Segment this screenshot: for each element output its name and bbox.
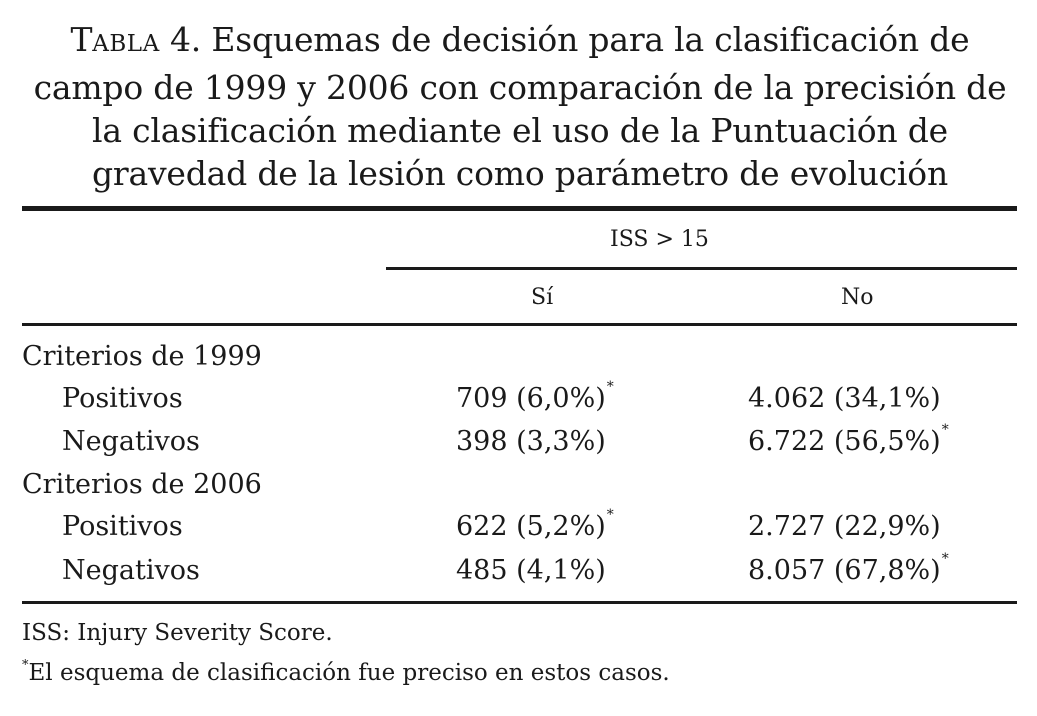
group-header-rule: [386, 267, 1017, 270]
caption-label-initial: T: [70, 20, 93, 59]
cell-si-negativos-2006: [456, 555, 607, 586]
section-label-1999: Criterios de 1999: [22, 341, 262, 372]
row-label-negativos-2006: Negativos: [62, 555, 200, 586]
cell-value: 622 (5,2%): [456, 511, 606, 542]
group-header-iss: ISS > 15: [610, 227, 709, 252]
caption-text: Esquemas de decisión para la clasificación de campo de 1999 y 2006 con comparación de la precisión de la clasificación mediante el uso de la Puntuación de gravedad de la lesión como parámetro de evolución: [33, 20, 1007, 193]
footnote-marker: *: [606, 507, 614, 523]
cell-no-positivos-1999: [748, 383, 942, 414]
cell-si-positivos-2006: [456, 507, 614, 542]
footnote-abbreviation: ISS: Injury Severity Score.: [22, 620, 333, 646]
section-label-2006: Criterios de 2006: [22, 469, 262, 500]
cell-value: 485 (4,1%): [456, 555, 606, 586]
cell-value: 8.057 (67,8%): [748, 555, 941, 586]
cell-si-positivos-1999: [456, 379, 614, 414]
cell-si-negativos-1999: [456, 426, 607, 457]
table-top-rule: [22, 206, 1017, 211]
row-label-positivos-2006: Positivos: [62, 511, 183, 542]
caption-label-smallcaps: ABLA: [92, 31, 160, 57]
footnote-mark: *: [22, 658, 29, 673]
footnote-asterisk: [22, 660, 670, 686]
cell-no-positivos-2006: [748, 511, 942, 542]
caption-number: 4.: [169, 20, 202, 59]
cell-value: 398 (3,3%): [456, 426, 606, 457]
footnote-marker: *: [606, 379, 614, 395]
row-label-positivos-1999: Positivos: [62, 383, 183, 414]
header-bottom-rule: [22, 323, 1017, 326]
table-caption: [20, 18, 1020, 195]
cell-no-negativos-1999: [748, 422, 949, 457]
cell-value: 4.062 (34,1%): [748, 383, 941, 414]
footnote-text: El esquema de clasificación fue preciso en estos casos.: [28, 660, 670, 686]
column-header-no: No: [841, 285, 874, 310]
cell-value: 2.727 (22,9%): [748, 511, 941, 542]
row-label-negativos-1999: Negativos: [62, 426, 200, 457]
cell-value: 709 (6,0%): [456, 383, 606, 414]
column-header-si: Sí: [531, 285, 554, 310]
cell-no-negativos-2006: [748, 551, 949, 586]
footnote-marker: *: [941, 551, 949, 567]
cell-value: 6.722 (56,5%): [748, 426, 941, 457]
table-bottom-rule: [22, 601, 1017, 604]
footnote-marker: *: [941, 422, 949, 438]
